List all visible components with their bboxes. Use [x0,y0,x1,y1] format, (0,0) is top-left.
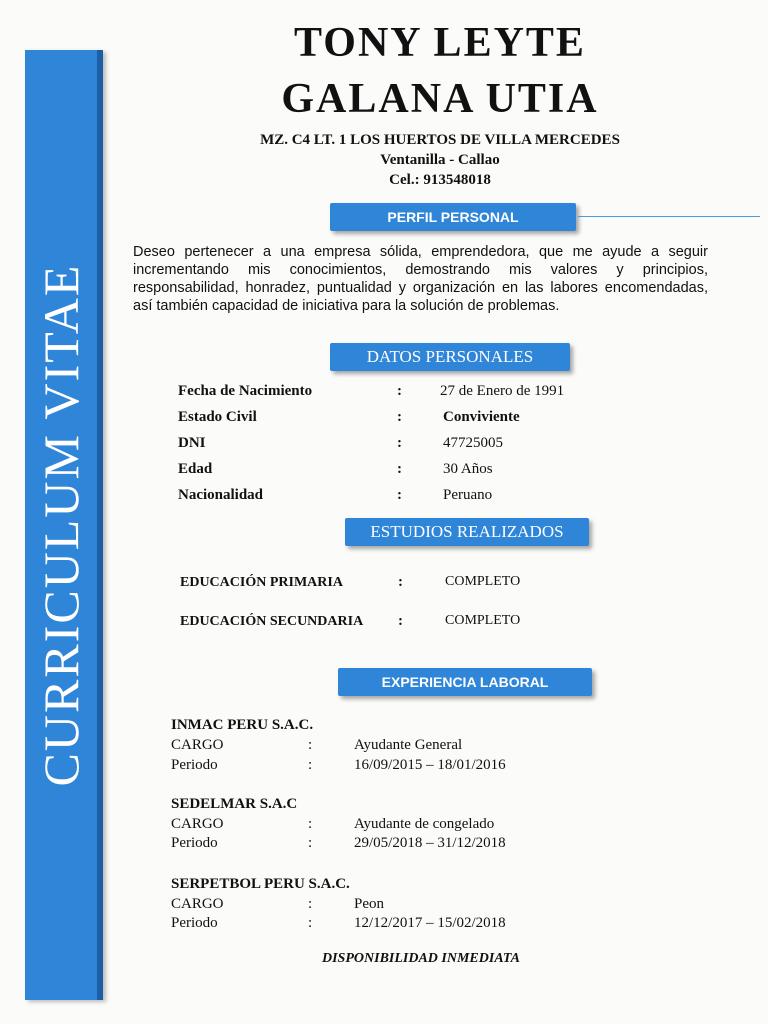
section-profile-title: PERFIL PERSONAL [330,203,576,231]
field-value: 27 de Enero de 1991 [440,383,565,399]
cargo-label: CARGO [171,816,224,832]
cargo-value: Ayudante de congelado [354,816,495,832]
cargo-value: Ayudante General [354,737,463,753]
name-line-1: TONY LEYTE [294,20,586,66]
field-separator: : [397,409,402,425]
field-separator: : [397,487,402,503]
section-studies-title: ESTUDIOS REALIZADOS [345,518,589,546]
sidebar-banner [25,50,103,1000]
field-value: 47725005 [443,435,503,451]
personal-row [178,461,212,478]
personal-row [178,487,263,504]
section-personal-title: DATOS PERSONALES [330,343,570,371]
field-separator: : [398,613,403,629]
study-value: COMPLETO [445,613,521,628]
field-label: Nacionalidad [178,487,264,503]
field-separator: : [397,461,402,477]
field-label: Edad [178,461,213,477]
company-name: SEDELMAR S.A.C [171,796,298,812]
sidebar-title: CURRICULUM VITAE [33,263,89,787]
study-label: EDUCACIÓN SECUNDARIA [180,614,364,629]
periodo-label: Periodo [171,757,218,773]
periodo-value: 29/05/2018 – 31/12/2018 [354,835,506,851]
cargo-label: CARGO [171,896,224,912]
name-line-2: GALANA UTIA [281,76,599,122]
section-line [578,216,760,217]
address: MZ. C4 LT. 1 LOS HUERTOS DE VILLA MERCEDES [260,132,620,148]
field-separator: : [308,816,313,832]
cargo-value: Peon [354,896,384,912]
personal-row [178,435,206,452]
section-experience-title: EXPERIENCIA LABORAL [338,668,592,696]
field-value: 30 Años [443,461,493,477]
field-label: Fecha de Nacimiento [178,383,313,399]
availability-note: DISPONIBILIDAD INMEDIATA [322,951,520,966]
field-separator: : [398,574,403,590]
field-value: Conviviente [443,409,520,425]
district: Ventanilla - Callao [380,152,500,168]
field-separator: : [308,835,313,851]
field-separator: : [397,435,402,451]
phone: Cel.: 913548018 [389,172,491,188]
company-name: INMAC PERU S.A.C. [171,717,314,733]
field-separator: : [308,896,313,912]
field-label: DNI [178,435,206,451]
periodo-value: 12/12/2017 – 15/02/2018 [354,915,506,931]
periodo-value: 16/09/2015 – 18/01/2016 [354,757,506,773]
study-value: COMPLETO [445,574,521,589]
field-separator: : [308,915,313,931]
field-separator: : [308,737,313,753]
personal-row [178,383,312,400]
company-name: SERPETBOL PERU S.A.C. [171,876,350,892]
cargo-label: CARGO [171,737,224,753]
contact-block [180,130,700,190]
periodo-label: Periodo [171,915,218,931]
study-label: EDUCACIÓN PRIMARIA [180,575,343,590]
field-label: Estado Civil [178,409,257,425]
periodo-label: Periodo [171,835,218,851]
field-separator: : [397,383,402,399]
field-value: Peruano [443,487,493,503]
profile-text: Deseo pertenecer a una empresa sólida, emprendedora, que me ayude a seguir incrementando mis conocimientos, demostrando mis valores y principios, responsabilidad, honradez, puntualidad y organización en las labores encomendadas, así también capacidad de iniciativa para la solución de problemas. [133,244,708,314]
field-separator: : [308,757,313,773]
personal-row [178,409,257,426]
